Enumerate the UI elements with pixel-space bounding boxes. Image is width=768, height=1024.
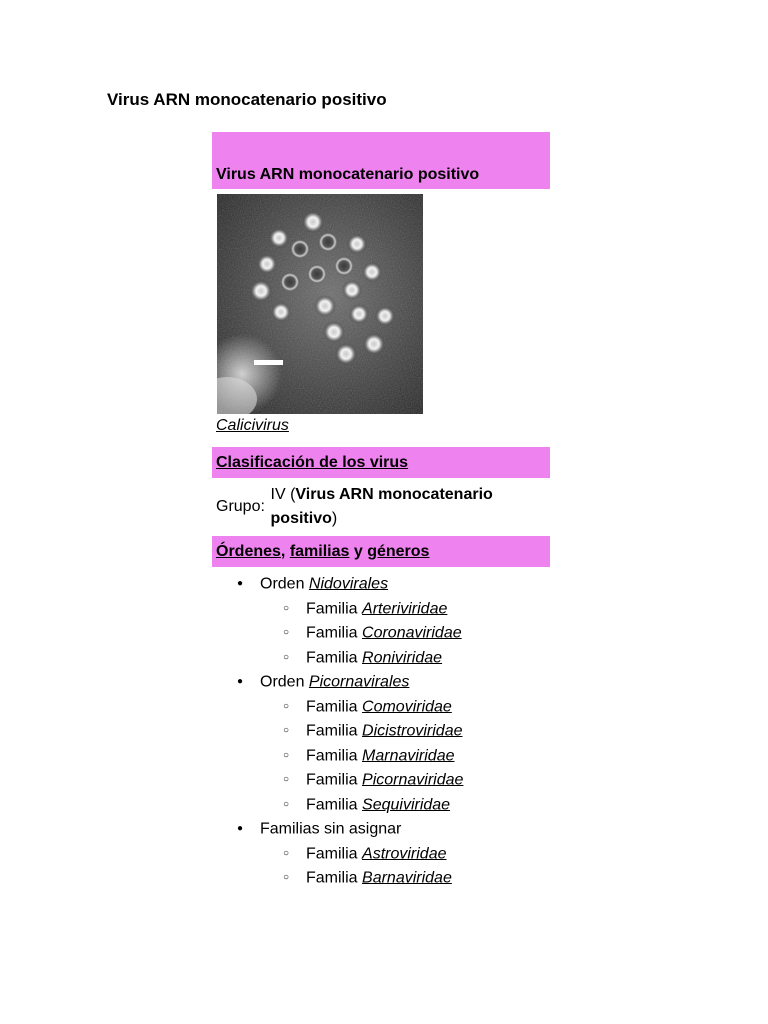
circle-bullet-icon: ○ (283, 627, 290, 638)
list-item-family (232, 719, 463, 744)
familia-word: Familia (306, 697, 358, 715)
family-link[interactable]: Dicistroviridae (362, 722, 463, 740)
orden-word: Orden (260, 673, 305, 691)
family-link[interactable]: Barnaviridae (362, 869, 452, 887)
familia-word: Familia (306, 648, 358, 666)
family-link[interactable]: Sequiviridae (362, 795, 451, 813)
list-item-family (232, 695, 463, 720)
list-item-family (232, 646, 463, 671)
circle-bullet-icon: ○ (283, 651, 290, 663)
familia-word: Familia (306, 599, 358, 617)
bullet-icon: ● (237, 676, 244, 687)
ranks-comma: , (280, 543, 290, 560)
family-link[interactable]: Picornaviridae (362, 771, 464, 789)
ranks-header (212, 536, 550, 567)
grupo-row (212, 478, 550, 536)
circle-bullet-icon: ○ (283, 700, 290, 712)
taxobox (212, 132, 550, 567)
familia-word: Familia (306, 722, 358, 740)
list-item-family (232, 621, 463, 646)
grupo-value-prefix: IV ( (270, 486, 296, 503)
bullet-icon: ● (237, 578, 244, 589)
family-link[interactable]: Roniviridae (362, 648, 443, 666)
familia-word: Familia (306, 869, 358, 887)
taxa-list (232, 572, 463, 891)
image-caption[interactable]: Calicivirus (216, 417, 289, 434)
document-title: Virus ARN monocatenario positivo (107, 90, 387, 109)
list-item-family (232, 793, 463, 818)
classification-header-text[interactable]: Clasificación de los virus (216, 454, 409, 471)
familia-word: Familia (306, 624, 358, 642)
grupo-value-bold: Virus ARN monocatenario positivo (270, 486, 493, 527)
family-link[interactable]: Comoviridae (362, 697, 452, 715)
order-link[interactable]: Picornavirales (308, 673, 410, 691)
familia-word: Familia (306, 771, 358, 789)
orden-word: Orden (260, 575, 305, 593)
familia-word: Familia (306, 746, 358, 764)
grupo-value-suffix: ) (331, 510, 338, 527)
family-link[interactable]: Astroviridae (362, 844, 447, 862)
ordenes-link[interactable]: Órdenes (216, 543, 281, 560)
grupo-label: Grupo: (216, 498, 265, 515)
circle-bullet-icon: ○ (283, 602, 290, 614)
list-item-family (232, 744, 463, 769)
order-link[interactable]: Nidovirales (308, 575, 389, 593)
scale-bar (254, 360, 283, 365)
ranks-y: y (349, 543, 368, 560)
list-item-order (232, 572, 463, 597)
list-item-unassigned (232, 817, 463, 842)
list-item-family (232, 768, 463, 793)
circle-bullet-icon: ○ (283, 847, 290, 859)
classification-header[interactable] (212, 447, 550, 478)
list-item-family (232, 866, 463, 891)
calicivirus-micrograph (217, 194, 423, 414)
generos-link[interactable]: géneros (367, 543, 430, 560)
family-link[interactable]: Marnaviridae (362, 746, 455, 764)
circle-bullet-icon: ○ (283, 872, 290, 883)
taxobox-title (212, 132, 550, 189)
familia-word: Familia (306, 795, 358, 813)
circle-bullet-icon: ○ (283, 749, 290, 761)
bullet-icon: ● (237, 823, 244, 834)
list-item-family (232, 597, 463, 622)
familia-word: Familia (306, 844, 358, 862)
circle-bullet-icon: ○ (283, 774, 290, 785)
grupo-value (266, 483, 550, 531)
circle-bullet-icon: ○ (283, 725, 290, 736)
list-item-family (232, 842, 463, 867)
familias-link[interactable]: familias (289, 543, 350, 560)
family-link[interactable]: Coronaviridae (362, 624, 462, 642)
taxobox-title-text: Virus ARN monocatenario positivo (216, 166, 480, 183)
unassigned-label: Familias sin asignar (260, 820, 402, 838)
family-link[interactable]: Arteriviridae (362, 599, 448, 617)
list-item-order (232, 670, 463, 695)
circle-bullet-icon: ○ (283, 798, 290, 810)
